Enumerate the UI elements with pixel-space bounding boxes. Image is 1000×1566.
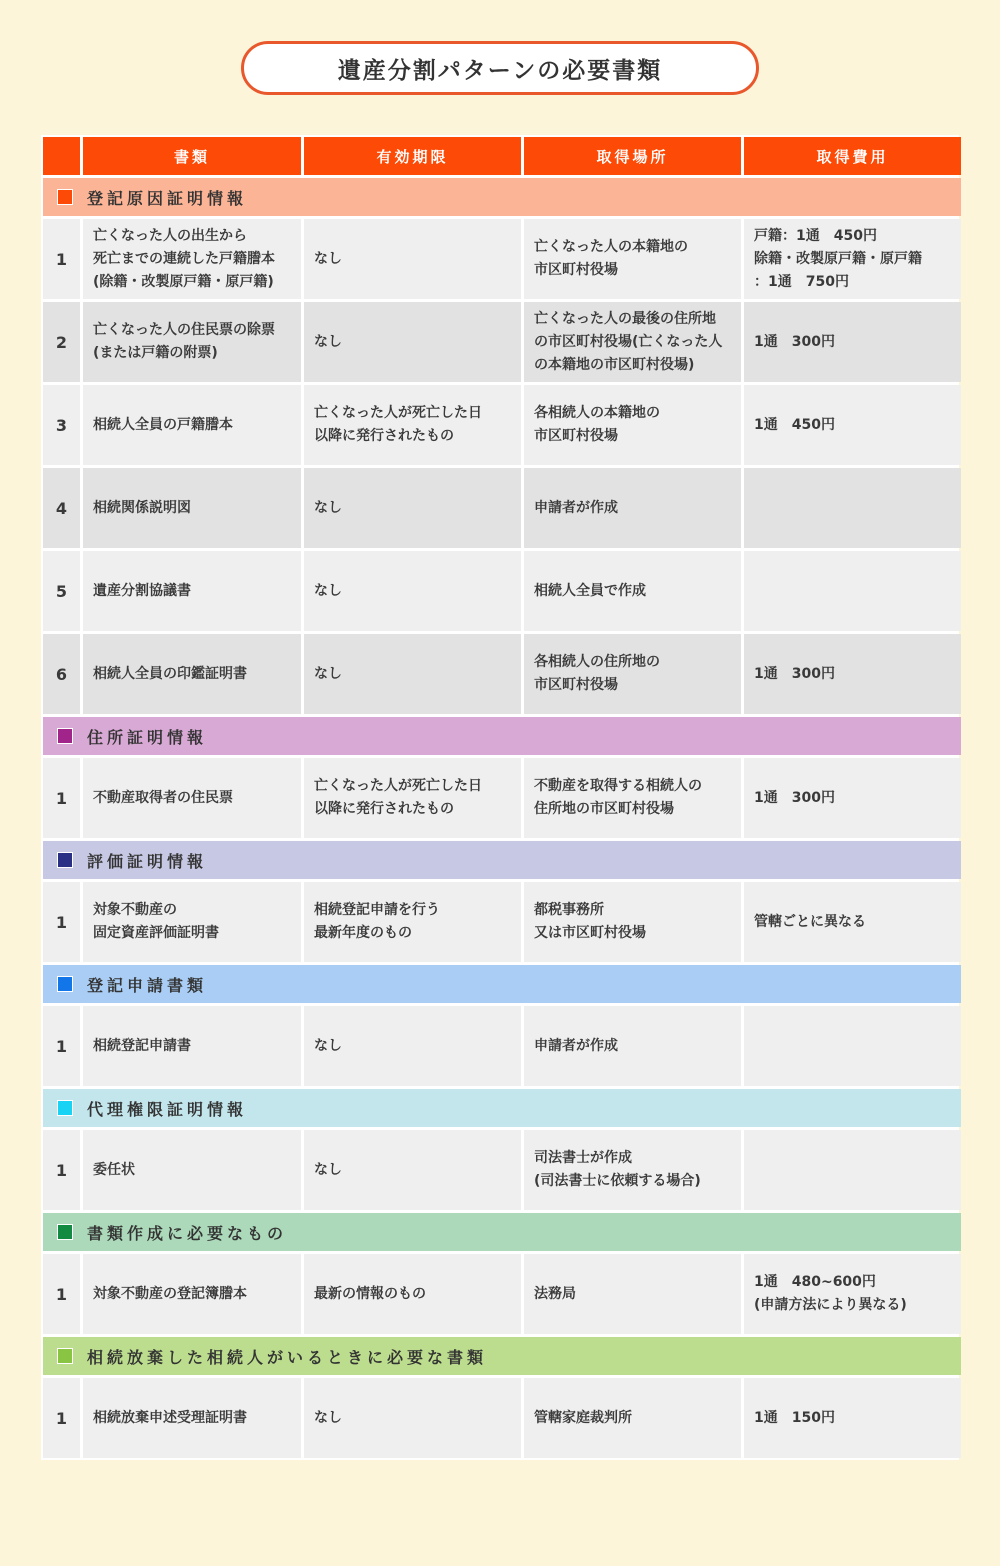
- acquisition-place-cell: 各相続人の住所地の 市区町村役場: [524, 634, 741, 714]
- documents-table: [41, 135, 959, 1460]
- section-marker-icon: [57, 189, 73, 205]
- row-number-cell: 6: [43, 634, 80, 714]
- acquisition-place-cell: 各相続人の本籍地の 市区町村役場: [524, 385, 741, 465]
- validity-period-cell: なし: [304, 219, 521, 299]
- validity-period-cell: 亡くなった人が死亡した日 以降に発行されたもの: [304, 385, 521, 465]
- row-number-cell: 5: [43, 551, 80, 631]
- section-marker-icon: [57, 1224, 73, 1240]
- acquisition-cost-cell: 1通 150円: [744, 1378, 961, 1458]
- acquisition-cost-cell: 戸籍：1通 450円 除籍・改製原戸籍・原戸籍 ：1通 750円: [744, 219, 961, 299]
- document-name-cell: 委任状: [83, 1130, 301, 1210]
- section-header: [43, 1337, 961, 1375]
- acquisition-place-cell: 申請者が作成: [524, 468, 741, 548]
- row-number-cell: 2: [43, 302, 80, 382]
- acquisition-cost-cell: 1通 450円: [744, 385, 961, 465]
- section-marker-icon: [57, 728, 73, 744]
- document-name-cell: 対象不動産の登記簿謄本: [83, 1254, 301, 1334]
- acquisition-cost-cell: 1通 300円: [744, 634, 961, 714]
- row-number-cell: 1: [43, 1378, 80, 1458]
- document-name-cell: 相続人全員の戸籍謄本: [83, 385, 301, 465]
- acquisition-cost-cell: [744, 551, 961, 631]
- document-name-cell: 亡くなった人の住民票の除票 (または戸籍の附票): [83, 302, 301, 382]
- row-number-cell: 1: [43, 1254, 80, 1334]
- acquisition-place-cell: 司法書士が作成 (司法書士に依頼する場合): [524, 1130, 741, 1210]
- document-name-cell: 相続関係説明図: [83, 468, 301, 548]
- section-title: 代理権限証明情報: [87, 1099, 248, 1119]
- validity-period-cell: なし: [304, 1130, 521, 1210]
- row-number-cell: 1: [43, 219, 80, 299]
- row-number-cell: 1: [43, 1130, 80, 1210]
- header-document: 書類: [83, 137, 301, 175]
- section-header: [43, 717, 961, 755]
- validity-period-cell: なし: [304, 634, 521, 714]
- acquisition-cost-cell: [744, 1130, 961, 1210]
- section-header: [43, 1213, 961, 1251]
- document-name-cell: 相続登記申請書: [83, 1006, 301, 1086]
- validity-period-cell: なし: [304, 468, 521, 548]
- section-marker-icon: [57, 1348, 73, 1364]
- section-title: 書類作成に必要なもの: [87, 1223, 288, 1243]
- section-title: 登記原因証明情報: [87, 188, 248, 208]
- header-blank-cell: [43, 137, 80, 175]
- row-number-cell: 4: [43, 468, 80, 548]
- acquisition-place-cell: 不動産を取得する相続人の 住所地の市区町村役場: [524, 758, 741, 838]
- validity-period-cell: 亡くなった人が死亡した日 以降に発行されたもの: [304, 758, 521, 838]
- row-number-cell: 1: [43, 882, 80, 962]
- section-header: [43, 841, 961, 879]
- section-header: [43, 965, 961, 1003]
- header-place: 取得場所: [524, 137, 741, 175]
- document-name-cell: 遺産分割協議書: [83, 551, 301, 631]
- validity-period-cell: 相続登記申請を行う 最新年度のもの: [304, 882, 521, 962]
- section-title: 相続放棄した相続人がいるときに必要な書類: [87, 1347, 488, 1367]
- section-header: [43, 178, 961, 216]
- document-name-cell: 不動産取得者の住民票: [83, 758, 301, 838]
- validity-period-cell: なし: [304, 551, 521, 631]
- row-number-cell: 1: [43, 1006, 80, 1086]
- document-name-cell: 対象不動産の 固定資産評価証明書: [83, 882, 301, 962]
- row-number-cell: 1: [43, 758, 80, 838]
- document-name-cell: 相続人全員の印鑑証明書: [83, 634, 301, 714]
- acquisition-cost-cell: 1通 480~600円 (申請方法により異なる): [744, 1254, 961, 1334]
- section-title: 評価証明情報: [87, 851, 208, 871]
- section-marker-icon: [57, 976, 73, 992]
- validity-period-cell: 最新の情報のもの: [304, 1254, 521, 1334]
- acquisition-place-cell: 亡くなった人の本籍地の 市区町村役場: [524, 219, 741, 299]
- section-title: 登記申請書類: [87, 975, 208, 995]
- header-cost: 取得費用: [744, 137, 961, 175]
- acquisition-cost-cell: 1通 300円: [744, 758, 961, 838]
- acquisition-cost-cell: 1通 300円: [744, 302, 961, 382]
- acquisition-place-cell: 申請者が作成: [524, 1006, 741, 1086]
- validity-period-cell: なし: [304, 1378, 521, 1458]
- section-marker-icon: [57, 1100, 73, 1116]
- acquisition-place-cell: 亡くなった人の最後の住所地 の市区町村役場(亡くなった人 の本籍地の市区町村役場): [524, 302, 741, 382]
- acquisition-place-cell: 相続人全員で作成: [524, 551, 741, 631]
- acquisition-place-cell: 管轄家庭裁判所: [524, 1378, 741, 1458]
- section-marker-icon: [57, 852, 73, 868]
- acquisition-cost-cell: [744, 468, 961, 548]
- acquisition-place-cell: 法務局: [524, 1254, 741, 1334]
- acquisition-cost-cell: 管轄ごとに異なる: [744, 882, 961, 962]
- validity-period-cell: なし: [304, 1006, 521, 1086]
- acquisition-cost-cell: [744, 1006, 961, 1086]
- document-name-cell: 相続放棄申述受理証明書: [83, 1378, 301, 1458]
- row-number-cell: 3: [43, 385, 80, 465]
- document-name-cell: 亡くなった人の出生から 死亡までの連続した戸籍謄本 (除籍・改製原戸籍・原戸籍): [83, 219, 301, 299]
- section-header: [43, 1089, 961, 1127]
- section-title: 住所証明情報: [87, 727, 208, 747]
- acquisition-place-cell: 都税事務所 又は市区町村役場: [524, 882, 741, 962]
- page-title: 遺産分割パターンの必要書類: [241, 41, 759, 95]
- header-validity: 有効期限: [304, 137, 521, 175]
- validity-period-cell: なし: [304, 302, 521, 382]
